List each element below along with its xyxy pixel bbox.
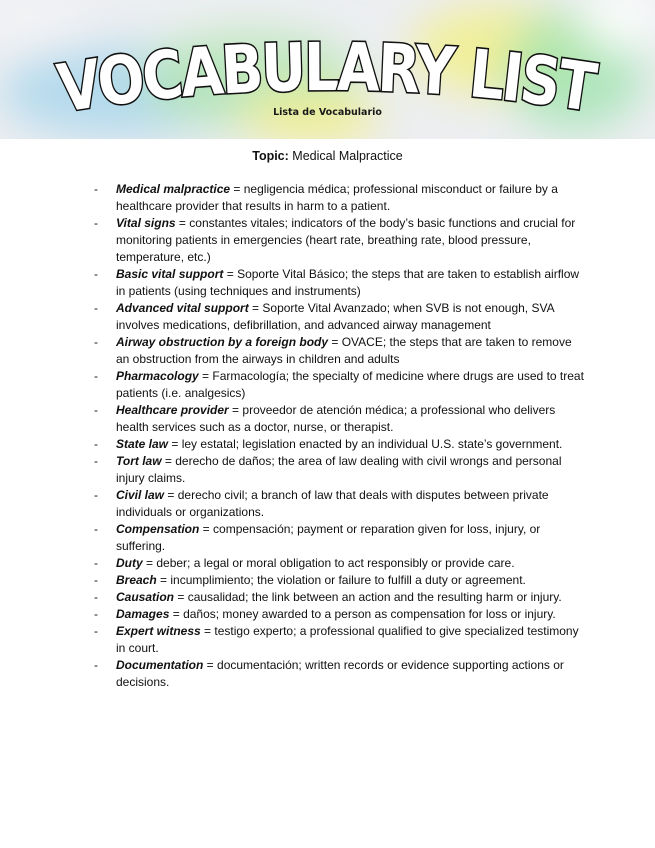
vocabulary-definition: proveedor de atención médica; a professional who delivers health services such as a doctor, nurse, or therapist.	[116, 403, 556, 434]
vocabulary-term: Vital signs	[116, 216, 176, 230]
vocabulary-term: Expert witness	[116, 624, 201, 638]
vocabulary-definition: causalidad; the link between an action and the resulting harm or injury.	[187, 590, 562, 604]
vocabulary-item	[94, 623, 586, 657]
vocabulary-term: Breach	[116, 573, 157, 587]
term-separator: =	[169, 607, 184, 621]
topic-line	[0, 149, 655, 163]
header-banner	[0, 0, 655, 139]
page-title: VOCABULARY LIST	[52, 28, 606, 128]
vocabulary-definition: Soporte Vital Básico; the steps that are taken to establish airflow in patients (using techniques and instruments)	[116, 267, 580, 298]
vocabulary-definition: compensación; payment or reparation given for loss, injury, or suffering.	[116, 522, 541, 553]
term-separator: =	[168, 437, 182, 451]
list-dash: -	[94, 658, 98, 672]
term-separator: =	[228, 403, 243, 417]
vocabulary-term: Advanced vital support	[116, 301, 249, 315]
topic-label: Topic:	[252, 149, 289, 163]
list-dash: -	[94, 488, 98, 502]
list-dash: -	[94, 556, 98, 570]
list-dash: -	[94, 403, 98, 417]
vocabulary-definition: deber; a legal or moral obligation to act responsibly or provide care.	[156, 556, 515, 570]
vocabulary-definition: derecho de daños; the area of law dealing with civil wrongs and personal injury claims.	[116, 454, 562, 485]
list-dash: -	[94, 522, 98, 536]
term-separator: =	[175, 216, 190, 230]
vocabulary-term: Documentation	[116, 658, 204, 672]
vocabulary-definition: Farmacología; the specialty of medicine where drugs are used to treat patients (i.e. analgesics)	[116, 369, 584, 400]
list-dash: -	[94, 301, 98, 315]
vocabulary-term: Medical malpractice	[116, 182, 231, 196]
list-dash: -	[94, 182, 98, 196]
vocabulary-item	[94, 402, 586, 436]
vocabulary-term: Pharmacology	[116, 369, 199, 383]
vocabulary-item	[94, 334, 586, 368]
vocabulary-item	[94, 300, 586, 334]
list-dash: -	[94, 267, 98, 281]
vocabulary-item	[94, 589, 586, 606]
list-dash: -	[94, 624, 98, 638]
term-separator: =	[328, 335, 342, 349]
vocabulary-term: Compensation	[116, 522, 200, 536]
term-separator: =	[199, 522, 214, 536]
vocabulary-item	[94, 266, 586, 300]
term-separator: =	[223, 267, 238, 281]
vocabulary-definition: constantes vitales; indicators of the body’s basic functions and crucial for monitoring patients in emergencies (heart rate, breathing rate, blood pressure, temperature, etc.)	[116, 216, 576, 264]
vocabulary-term: Causation	[116, 590, 175, 604]
vocabulary-term: Damages	[116, 607, 170, 621]
vocabulary-term: State law	[116, 437, 169, 451]
vocabulary-definition: OVACE; the steps that are taken to remove an obstruction from the airways in children and adults	[116, 335, 572, 366]
vocabulary-list-title-art	[0, 0, 655, 139]
term-separator: =	[203, 658, 218, 672]
list-dash: -	[94, 573, 98, 587]
term-separator: =	[198, 369, 213, 383]
list-dash: -	[94, 437, 98, 451]
list-dash: -	[94, 335, 98, 349]
list-dash: -	[94, 590, 98, 604]
vocabulary-definition: incumplimiento; the violation or failure to fulfill a duty or agreement.	[170, 573, 526, 587]
vocabulary-term: Airway obstruction by a foreign body	[116, 335, 329, 349]
vocabulary-item	[94, 215, 586, 266]
vocabulary-item	[94, 181, 586, 215]
vocabulary-item	[94, 555, 586, 572]
vocabulary-definition: daños; money awarded to a person as compensation for loss or injury.	[183, 607, 556, 621]
list-dash: -	[94, 454, 98, 468]
vocabulary-item	[94, 487, 586, 521]
list-dash: -	[94, 369, 98, 383]
term-separator: =	[230, 182, 244, 196]
vocabulary-item	[94, 436, 586, 453]
vocabulary-item	[94, 572, 586, 589]
vocabulary-item	[94, 657, 586, 691]
list-dash: -	[94, 607, 98, 621]
vocabulary-definition: ley estatal; legislation enacted by an individual U.S. state’s government.	[181, 437, 563, 451]
vocabulary-definition: derecho civil; a branch of law that deals with disputes between private individuals or organizations.	[116, 488, 549, 519]
vocabulary-item	[94, 453, 586, 487]
vocabulary-term: Basic vital support	[116, 267, 224, 281]
vocabulary-term: Civil law	[116, 488, 165, 502]
page-subtitle: Lista de Vocabulario	[273, 107, 382, 118]
vocabulary-term: Tort law	[116, 454, 162, 468]
vocabulary-item	[94, 368, 586, 402]
vocabulary-item	[94, 606, 586, 623]
vocabulary-definition: negligencia médica; professional misconduct or failure by a healthcare provider that results in harm to a patient.	[116, 182, 558, 213]
term-separator: =	[200, 624, 215, 638]
vocabulary-list	[94, 181, 586, 691]
term-separator: =	[142, 556, 157, 570]
vocabulary-item	[94, 521, 586, 555]
term-separator: =	[174, 590, 188, 604]
list-dash: -	[94, 216, 98, 230]
vocabulary-definition: testigo experto; a professional qualified to give specialized testimony in court.	[116, 624, 579, 655]
vocabulary-term: Healthcare provider	[116, 403, 229, 417]
term-separator: =	[248, 301, 263, 315]
vocabulary-definition: Soporte Vital Avanzado; when SVB is not enough, SVA involves medications, defibrillation, and advanced airway management	[116, 301, 554, 332]
term-separator: =	[164, 488, 178, 502]
vocabulary-term: Duty	[116, 556, 143, 570]
topic-value: Medical Malpractice	[292, 149, 403, 163]
term-separator: =	[156, 573, 171, 587]
term-separator: =	[161, 454, 176, 468]
vocabulary-definition: documentación; written records or evidence supporting actions or decisions.	[116, 658, 564, 689]
